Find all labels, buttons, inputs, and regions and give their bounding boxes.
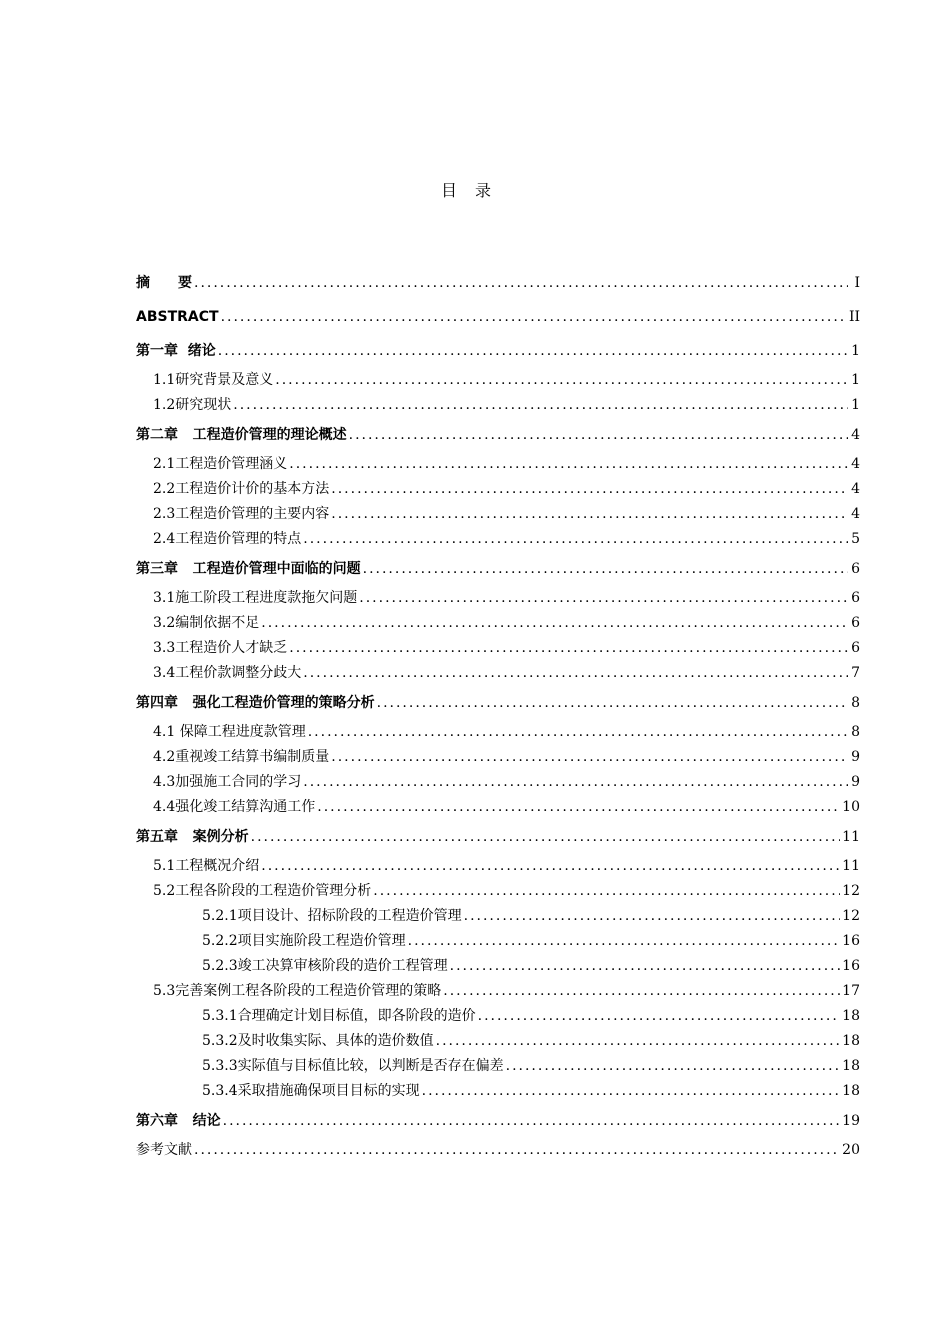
toc-entry[interactable]: [136, 418, 860, 452]
toc-leader-dots: [194, 266, 848, 300]
toc-entry-page: I: [854, 275, 860, 291]
toc-entry-page: 8: [851, 724, 860, 740]
toc-entry-page: 20: [842, 1142, 860, 1158]
toc-entry-label: 第二章 工程造价管理的理论概述: [136, 427, 347, 443]
toc-entry-label: 第六章 结论: [136, 1113, 221, 1129]
toc-entry-page: 10: [842, 799, 860, 815]
toc-entry-label: 第三章 工程造价管理中面临的问题: [136, 561, 361, 577]
toc-entry[interactable]: [136, 854, 860, 879]
toc-entry-label: 5.3.1合理确定计划目标值，即各阶段的造价: [202, 1008, 476, 1024]
toc-entry-page: 11: [842, 858, 860, 874]
toc-leader-dots: [233, 393, 848, 418]
toc-leader-dots: [289, 452, 848, 477]
toc-leader-dots: [443, 979, 840, 1004]
toc-leader-dots: [308, 720, 848, 745]
toc-entry-page: 6: [851, 561, 860, 577]
toc-entry-page: 6: [851, 590, 860, 606]
toc-leader-dots: [194, 1138, 840, 1163]
toc-leader-dots: [478, 1004, 841, 1029]
toc-title: 目录: [440, 181, 509, 200]
toc-leader-dots: [436, 1029, 841, 1054]
toc-entry[interactable]: [136, 1029, 860, 1054]
toc-leader-dots: [317, 795, 840, 820]
toc-entry-label: 1.1研究背景及意义: [153, 372, 274, 388]
toc-entry-page: 1: [851, 397, 860, 413]
toc-entry[interactable]: [136, 1054, 860, 1079]
toc-entry-label: 5.3.2及时收集实际、具体的造价数值: [202, 1033, 434, 1049]
toc-entry-label: 5.2.2项目实施阶段工程造价管理: [202, 933, 406, 949]
toc-leader-dots: [331, 502, 848, 527]
toc-entry-page: 1: [851, 372, 860, 388]
toc-entry-label: 2.4工程造价管理的特点: [153, 531, 302, 547]
toc-entry-label: 1.2研究现状: [153, 397, 232, 413]
toc-entry-label: 第四章 强化工程造价管理的策略分析: [136, 695, 375, 711]
toc-entry-page: 16: [842, 958, 860, 974]
toc-leader-dots: [363, 552, 848, 586]
toc-entry-label: 5.2.3竣工决算审核阶段的造价工程管理: [202, 958, 448, 974]
toc-entry-page: 18: [842, 1033, 860, 1049]
toc-entry[interactable]: [136, 820, 860, 854]
toc-entry[interactable]: [136, 334, 860, 368]
toc-leader-dots: [408, 929, 841, 954]
toc-entry[interactable]: [136, 1079, 860, 1104]
toc-leader-dots: [261, 854, 840, 879]
toc-entry-label: 5.3.3实际值与目标值比较，以判断是否存在偏差: [202, 1058, 504, 1074]
toc-leader-dots: [275, 368, 848, 393]
toc-leader-dots: [251, 820, 841, 854]
toc-entry-page: 6: [851, 640, 860, 656]
toc-entry[interactable]: [136, 393, 860, 418]
toc-entry-page: 4: [851, 427, 860, 443]
toc-entry-page: 9: [851, 774, 860, 790]
toc-entry[interactable]: [136, 720, 860, 745]
toc-entry-page: 6: [851, 615, 860, 631]
toc-entry-label: 5.2.1项目设计、招标阶段的工程造价管理: [202, 908, 462, 924]
toc-entry[interactable]: [136, 527, 860, 552]
toc-entry-page: 7: [851, 665, 860, 681]
toc-entry-label: 5.1工程概况介绍: [153, 858, 260, 874]
toc-leader-dots: [331, 477, 848, 502]
toc-leader-dots: [464, 904, 841, 929]
toc-entry-page: 18: [842, 1058, 860, 1074]
toc-entry-label: ABSTRACT: [136, 309, 219, 325]
toc-entry-page: 4: [851, 456, 860, 472]
toc-leader-dots: [359, 586, 848, 611]
toc-leader-dots: [303, 661, 848, 686]
toc-entry-label: 第五章 案例分析: [136, 829, 249, 845]
toc-leader-dots: [373, 879, 840, 904]
toc-entry[interactable]: [136, 686, 860, 720]
toc-entry[interactable]: [136, 1104, 860, 1138]
toc-entry[interactable]: [136, 586, 860, 611]
toc-entry[interactable]: [136, 879, 860, 904]
toc-entry-label: 5.3.4采取措施确保项目目标的实现: [202, 1083, 420, 1099]
toc-entry-label: 2.2工程造价计价的基本方法: [153, 481, 330, 497]
toc-entry-label: 4.2重视竣工结算书编制质量: [153, 749, 330, 765]
toc-leader-dots: [223, 1104, 841, 1138]
toc-entry-page: 17: [842, 983, 860, 999]
toc-entry-page: 4: [851, 481, 860, 497]
toc-entry[interactable]: [136, 954, 860, 979]
toc-entry[interactable]: [136, 661, 860, 686]
toc-entry-label: 4.3加强施工合同的学习: [153, 774, 302, 790]
toc-entry[interactable]: [136, 368, 860, 393]
toc-entry-page: 19: [842, 1113, 860, 1129]
toc-entry-label: 3.3工程造价人才缺乏: [153, 640, 288, 656]
toc-entry-page: 4: [851, 506, 860, 522]
toc-leader-dots: [289, 636, 848, 661]
toc-entry[interactable]: [136, 1004, 860, 1029]
toc-entry-label: 第一章 绪论: [136, 343, 216, 359]
toc-entry-page: 18: [842, 1008, 860, 1024]
toc-entry[interactable]: [136, 770, 860, 795]
toc-leader-dots: [303, 770, 848, 795]
toc-entry[interactable]: [136, 1138, 860, 1163]
toc-leader-dots: [303, 527, 848, 552]
toc-leader-dots: [377, 686, 848, 720]
toc-leader-dots: [221, 300, 847, 334]
toc-entry-page: 9: [851, 749, 860, 765]
toc-entry[interactable]: [136, 929, 860, 954]
toc-entry[interactable]: [136, 477, 860, 502]
toc-entry-page: 18: [842, 1083, 860, 1099]
toc-entry-label: 参考文献: [136, 1142, 192, 1158]
toc-entry[interactable]: [136, 502, 860, 527]
toc-entry-page: 1: [851, 343, 860, 359]
toc-entry[interactable]: [136, 979, 860, 1004]
toc-entry-label: 5.2工程各阶段的工程造价管理分析: [153, 883, 372, 899]
toc-entry-page: 8: [851, 695, 860, 711]
toc-entry-page: 16: [842, 933, 860, 949]
toc-entry-label: 2.1工程造价管理涵义: [153, 456, 288, 472]
toc-entry-label: 摘 要: [136, 275, 192, 291]
toc-leader-dots: [422, 1079, 841, 1104]
toc-entry-label: 4.4强化竣工结算沟通工作: [153, 799, 316, 815]
toc-entry[interactable]: [136, 904, 860, 929]
toc-entry-label: 2.3工程造价管理的主要内容: [153, 506, 330, 522]
toc-leader-dots: [331, 745, 848, 770]
toc-entry-label: 4.1 保障工程进度款管理: [153, 724, 306, 740]
toc-leader-dots: [450, 954, 841, 979]
toc-entry-label: 3.2编制依据不足: [153, 615, 260, 631]
toc-entry[interactable]: [136, 552, 860, 586]
toc-entry[interactable]: [136, 266, 860, 300]
toc-leader-dots: [349, 418, 848, 452]
toc-entry[interactable]: [136, 611, 860, 636]
toc-entry-page: 5: [851, 531, 860, 547]
toc-leader-dots: [218, 334, 848, 368]
toc-entry-page: II: [848, 309, 860, 325]
toc-entry-label: 3.1施工阶段工程进度款拖欠问题: [153, 590, 358, 606]
toc-entry[interactable]: [136, 745, 860, 770]
toc-leader-dots: [261, 611, 848, 636]
toc-entry[interactable]: [136, 452, 860, 477]
toc-entry[interactable]: [136, 795, 860, 820]
toc-entry[interactable]: [136, 636, 860, 661]
toc-entry-label: 3.4工程价款调整分歧大: [153, 665, 302, 681]
toc-entry-page: 11: [842, 829, 860, 845]
toc-entry-page: 12: [842, 908, 860, 924]
toc-leader-dots: [506, 1054, 841, 1079]
toc-entry[interactable]: [136, 300, 860, 334]
toc-entry-page: 12: [842, 883, 860, 899]
table-of-contents: [136, 266, 860, 1163]
toc-entry-label: 5.3完善案例工程各阶段的工程造价管理的策略: [153, 983, 442, 999]
